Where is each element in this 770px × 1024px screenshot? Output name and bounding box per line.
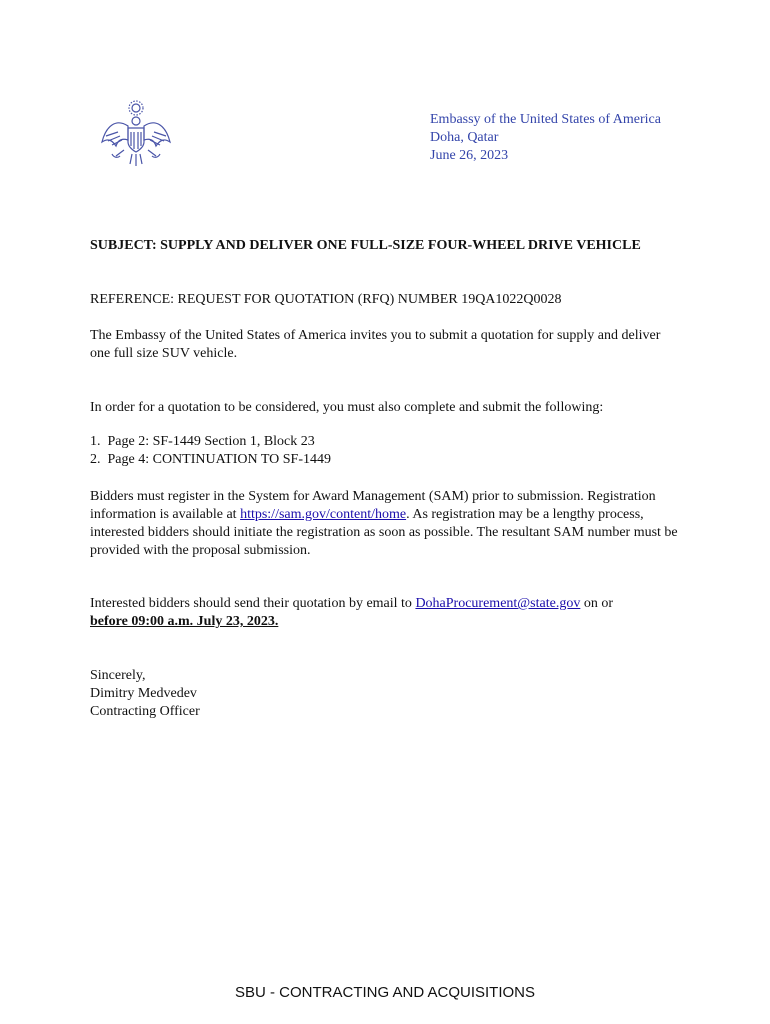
salutation: Sincerely,	[90, 668, 146, 683]
signatory-title: Contracting Officer	[90, 704, 200, 719]
email-text-after: on or	[580, 596, 614, 611]
list-item	[90, 433, 680, 451]
sam-text-after: . As registration may be a lengthy process, interested bidders should initiate the registration as soon as possible. The resultant SAM number must be provided with the proposal submission.	[90, 507, 678, 558]
requirements-list	[90, 433, 680, 469]
sam-text-before: Bidders must register in the System for Award Management (SAM) prior to submission. Registration information is available at	[90, 489, 656, 522]
list-item-number: 2.	[90, 452, 101, 467]
great-seal-icon	[98, 96, 174, 172]
page-footer: SBU - CONTRACTING AND ACQUISITIONS	[234, 984, 536, 1001]
instructions-paragraph: In order for a quotation to be considered, you must also complete and submit the following:	[90, 400, 604, 415]
list-item-number: 1.	[90, 434, 101, 449]
letter-date: June 26, 2023	[430, 148, 509, 163]
procurement-email-link[interactable]: DohaProcurement@state.gov	[415, 596, 581, 611]
email-text-before: Interested bidders should send their quotation by email to	[90, 596, 416, 611]
sender-city: Doha, Qatar	[430, 130, 499, 145]
submission-deadline: before 09:00 a.m. July 23, 2023.	[90, 614, 279, 629]
list-item	[90, 451, 680, 469]
closing-block	[90, 667, 680, 721]
sender-name: Embassy of the United States of America	[430, 112, 661, 127]
list-item-text: Page 2: SF-1449 Section 1, Block 23	[107, 434, 315, 449]
list-item-text: Page 4: CONTINUATION TO SF-1449	[107, 452, 331, 467]
sam-link[interactable]: https://sam.gov/content/home	[240, 507, 407, 522]
reference-line: REFERENCE: REQUEST FOR QUOTATION (RFQ) NUMBER 19QA1022Q0028	[90, 292, 562, 307]
email-paragraph	[90, 595, 680, 631]
sender-address	[430, 111, 661, 165]
intro-paragraph: The Embassy of the United States of America invites you to submit a quotation for supply and deliver one full size SUV vehicle.	[90, 328, 661, 361]
sam-paragraph	[90, 488, 680, 560]
subject-line: SUBJECT: SUPPLY AND DELIVER ONE FULL-SIZE FOUR-WHEEL DRIVE VEHICLE	[90, 238, 641, 253]
signatory-name: Dimitry Medvedev	[90, 686, 197, 701]
